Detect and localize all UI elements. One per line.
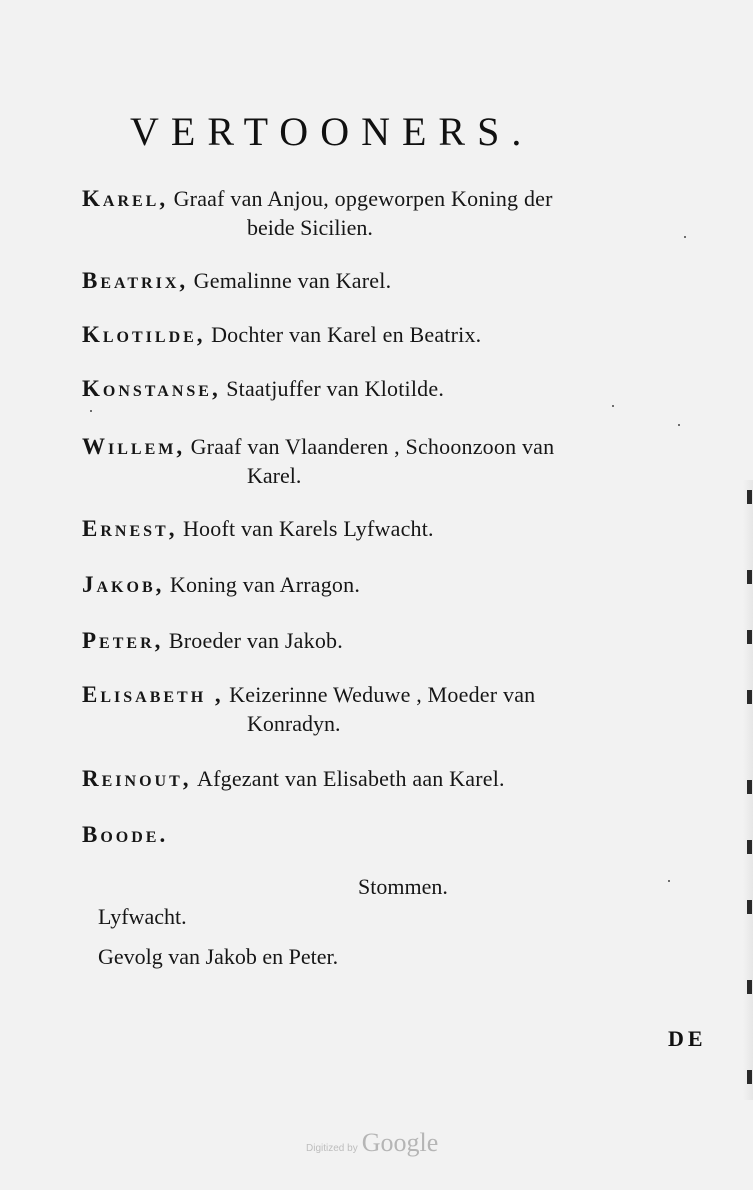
character-description: Staatjuffer van Klotilde. — [226, 376, 445, 401]
character-description: Afgezant van Elisabeth aan Karel. — [197, 766, 505, 791]
character-name: Willem, — [82, 434, 186, 459]
character-entry-karel — [82, 184, 722, 242]
character-entry-willem — [82, 432, 722, 490]
bleed-through-mark — [747, 780, 752, 794]
character-name: Karel, — [82, 186, 169, 211]
character-description: Dochter van Karel en Beatrix. — [211, 322, 482, 347]
mutes-heading: Stommen. — [358, 874, 448, 899]
digitized-by-label: Digitized by — [306, 1143, 358, 1154]
ink-speck — [612, 405, 614, 407]
bleed-through-mark — [747, 490, 752, 504]
mute-role: Lyfwacht. — [98, 904, 187, 929]
mute-role: Gevolg van Jakob en Peter. — [98, 944, 339, 969]
character-name: Reinout, — [82, 766, 192, 791]
character-description: Keizerinne Weduwe , Moeder van — [229, 682, 536, 707]
character-entry-reinout — [82, 764, 722, 793]
bleed-through-mark — [747, 690, 752, 704]
character-name: Elisabeth , — [82, 682, 224, 707]
character-name: Peter, — [82, 628, 164, 653]
digitized-watermark — [306, 1128, 438, 1158]
character-entry-beatrix — [82, 266, 722, 295]
ink-speck — [668, 880, 670, 882]
character-entry-ernest — [82, 514, 722, 543]
ink-speck — [678, 424, 680, 426]
catchword: DE — [668, 1026, 707, 1051]
character-name: Konstanse, — [82, 376, 221, 401]
bleed-through-mark — [747, 900, 752, 914]
character-description: Hooft van Karels Lyfwacht. — [182, 516, 434, 541]
character-name: Jakob, — [82, 572, 165, 597]
bleed-through-mark — [747, 1070, 752, 1084]
character-entry-jakob — [82, 570, 722, 599]
character-description: Graaf van Vlaanderen , Schoonzoon van — [190, 434, 555, 459]
character-name: Klotilde, — [82, 322, 206, 347]
ink-speck — [684, 236, 686, 238]
page-title: VERTOONERS. — [130, 109, 534, 154]
character-entry-peter — [82, 626, 722, 655]
character-description: Gemalinne van Karel. — [193, 268, 392, 293]
bleed-through-mark — [747, 840, 752, 854]
character-entry-konstanse — [82, 374, 722, 403]
character-name: Beatrix, — [82, 268, 189, 293]
google-logo: Google — [361, 1128, 439, 1157]
character-name: Boode. — [82, 822, 169, 847]
page-edge-shadow — [743, 480, 753, 1100]
character-entry-elisabeth — [82, 680, 722, 738]
bleed-through-mark — [747, 570, 752, 584]
character-description: Broeder van Jakob. — [168, 628, 343, 653]
character-entry-klotilde — [82, 320, 722, 349]
bleed-through-mark — [747, 630, 752, 644]
character-description-continued: Konradyn. — [247, 711, 341, 736]
character-entry-boode — [82, 820, 722, 849]
character-name: Ernest, — [82, 516, 178, 541]
character-description-continued: beide Sicilien. — [247, 215, 373, 240]
ink-speck — [90, 410, 92, 412]
character-description: Graaf van Anjou, opgeworpen Koning der — [173, 186, 553, 211]
character-description: Koning van Arragon. — [169, 572, 361, 597]
character-description-continued: Karel. — [247, 463, 302, 488]
bleed-through-mark — [747, 980, 752, 994]
